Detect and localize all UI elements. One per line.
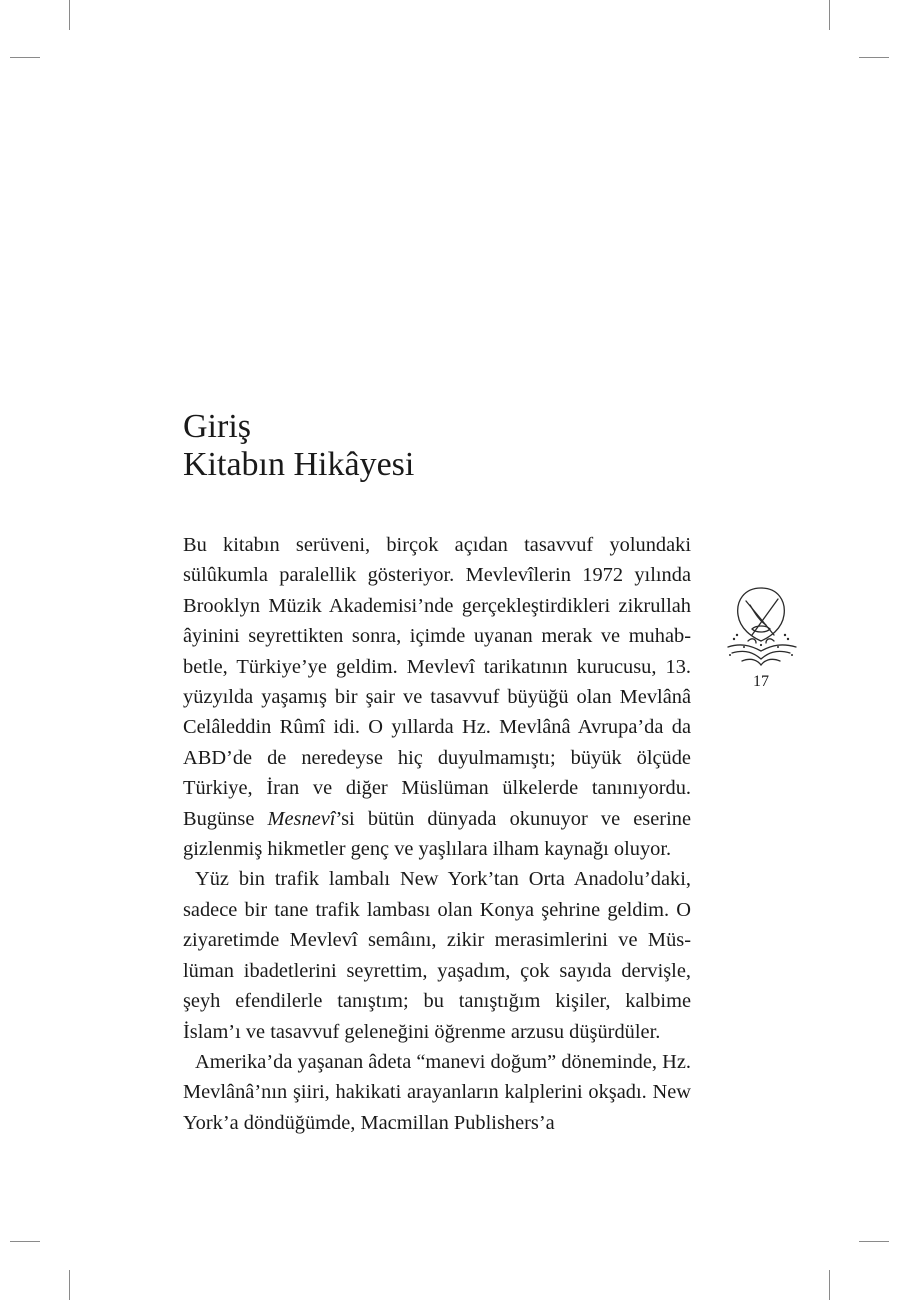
chapter-heading: [183, 408, 703, 484]
paragraph-1-part-2: ’si bütün dünyada okunuyor ve eserine gizlenmiş hikmetler genç ve yaşlılara ilham kaynağı oluyor.: [183, 807, 691, 861]
crop-mark-bottom-right: [829, 1270, 830, 1300]
crop-mark-bottom-left-h: [10, 1241, 40, 1242]
crop-mark-top-right: [829, 0, 830, 30]
heading-line-1: Giriş: [183, 408, 251, 445]
crop-mark-top-right-h: [859, 57, 889, 58]
paragraph-1-part-1: Bu kitabın serüveni, birçok açıdan tasavvuf yolundaki sülûkumla paralellik gösteriyor. Mevlevîlerin 1972 yılında Brooklyn Müzik Akademisi’nde gerçekleştirdikleri zikrullah âyinini seyrettikten sonra, içimde uyanan merak ve muhabbetle, Türkiye’ye geldim. Mevlevî tarikatının kurucusu, 13. yüzyılda yaşamış bir şair ve tasavvuf büyüğü olan Mevlânâ Celâleddin Rûmî idi. O yıllarda Hz. Mevlânâ Avrupa’da da ABD’de de neredeyse hiç duyulmamıştı; büyük ölçüde Türkiye, İran ve diğer Müslüman ülkelerde tanınıyordu. Bugünse: [183, 534, 691, 830]
body-text: [183, 530, 691, 1138]
crop-mark-bottom-right-h: [859, 1241, 889, 1242]
calligraphy-emblem-icon: [722, 585, 800, 667]
paragraph-2: Yüz bin trafik lambalı New York’tan Orta Anadolu’daki, sadece bir tane trafik lambası olan Konya şehrine geldim. O ziyaretimde Mevlevî semâını, zikir merasimlerini ve Müslüman ibadetlerini seyrettim, yaşadım, çok sayıda dervişle, şeyh efendilerle tanıştım; bu tanıştığım kişiler, kalbime İslam’ı ve tasavvuf geleneğini öğrenme arzusu düşürdüler.: [183, 868, 691, 1043]
page-number: 17: [753, 673, 769, 690]
paragraph-1-italic: Mesnevî: [267, 807, 336, 830]
crop-mark-top-left: [69, 0, 70, 30]
crop-mark-top-left-h: [10, 57, 40, 58]
paragraph-3: Amerika’da yaşanan âdeta “manevi doğum” döneminde, Hz. Mevlânâ’nın şiiri, hakikati arayanların kalplerini okşadı. New York’a döndüğümde, Macmillan Publishers’a: [183, 1050, 691, 1134]
heading-line-2: Kitabın Hikâyesi: [183, 446, 415, 483]
paragraph-1: [183, 530, 691, 864]
crop-mark-bottom-left: [69, 1270, 70, 1300]
